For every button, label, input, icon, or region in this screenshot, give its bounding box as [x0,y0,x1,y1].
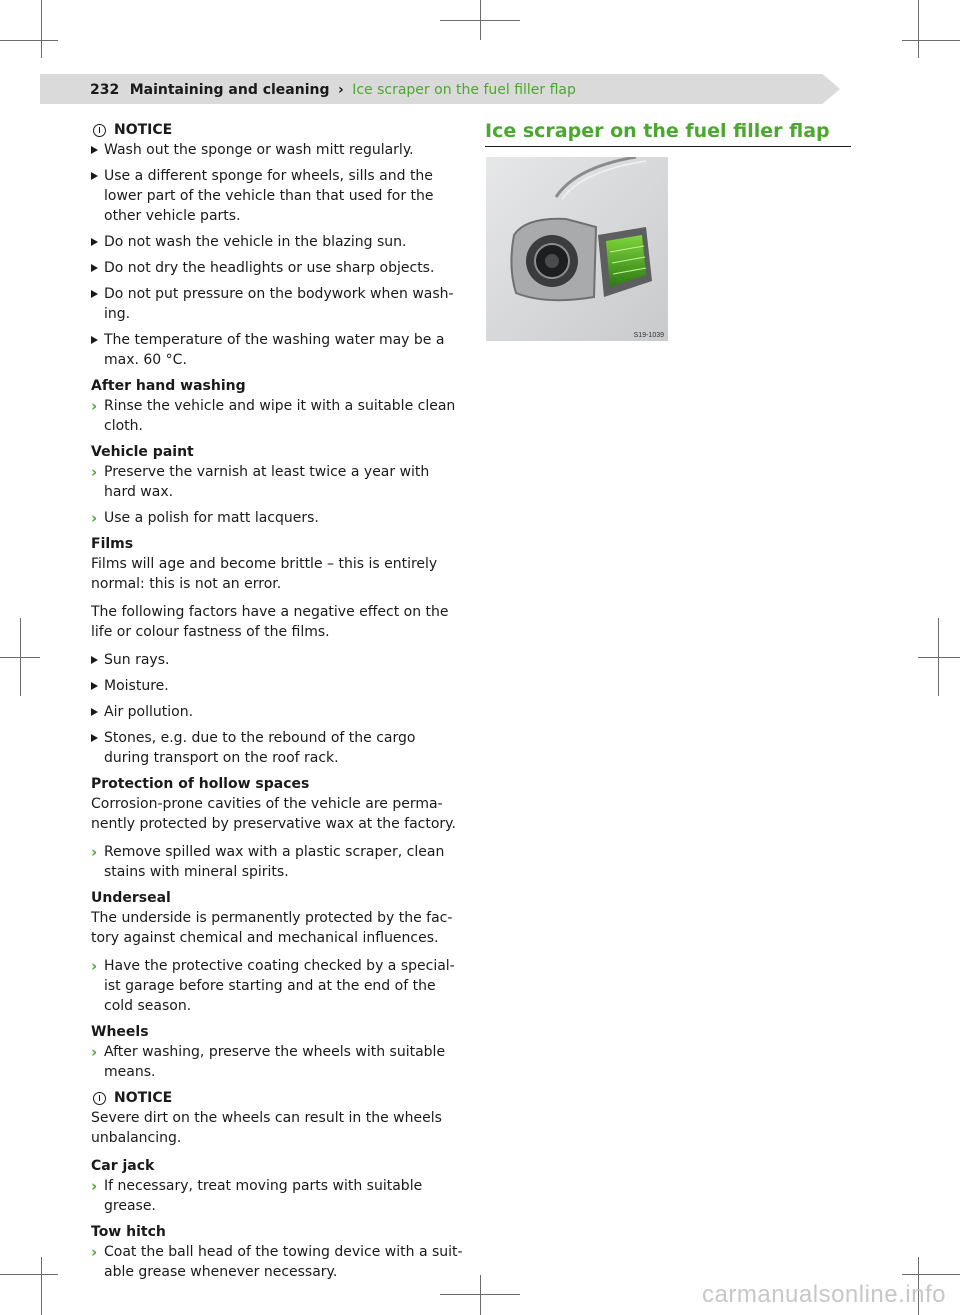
triangle-bullet-icon [91,734,98,742]
list-item: Sun rays. [91,650,463,670]
triangle-bullet-icon [91,336,98,344]
subheading: Underseal [91,890,171,906]
topic-link[interactable]: Ice scraper on the fuel filler flap [352,82,576,98]
subheading: Films [91,536,134,552]
triangle-bullet-icon [91,238,98,246]
list-item: Use a different sponge for wheels, sills and the lower part of the vehicle than that used for the other vehicle parts. [91,166,463,226]
list-item: Do not wash the vehicle in the blazing sun. [91,232,463,252]
list-item: Air pollution. [91,702,463,722]
triangle-bullet-icon [91,290,98,298]
breadcrumb [90,80,576,100]
chevron-right-icon: › [91,957,98,975]
paragraph: Severe dirt on the wheels can result in the wheels unbalancing. [91,1110,442,1146]
triangle-bullet-icon [91,708,98,716]
chevron-right-icon: › [91,1177,98,1195]
right-column [485,118,851,147]
page-number: 232 [90,82,120,98]
step-item: › Coat the ball head of the towing device with a suit-able grease whenever necessary. [91,1243,463,1280]
list-item: Wash out the sponge or wash mitt regularly. [91,140,463,160]
list-item: Moisture. [91,676,463,696]
paragraph: Corrosion-prone cavities of the vehicle are perma-nently protected by preservative wax at the factory. [91,796,456,832]
subheading: Vehicle paint [91,444,194,460]
list-item: Stones, e.g. due to the rebound of the cargo during transport on the roof rack. [91,728,463,768]
subheading: Car jack [91,1158,155,1174]
left-column [91,120,463,1288]
notice-heading: NOTICE [91,1088,463,1108]
list-item: The temperature of the washing water may be a max. 60 °C. [91,330,463,370]
paragraph: The underside is permanently protected by the fac-tory against chemical and mechanical influences. [91,910,453,946]
section-title: Maintaining and cleaning [129,82,330,98]
fuel-flap-illustration [486,157,668,341]
paragraph: Films will age and become brittle – this is entirely normal: this is not an error. [91,556,438,592]
step-item: › After washing, preserve the wheels with suitable means. [91,1043,446,1080]
paragraph: The following factors have a negative effect on the life or colour fastness of the films. [91,604,449,640]
step-item: › Preserve the varnish at least twice a year with hard wax. [91,463,430,500]
fuel-flap-image [486,157,668,341]
triangle-bullet-icon [91,656,98,664]
list-item: Do not put pressure on the bodywork when wash-ing. [91,284,463,324]
section-heading: Ice scraper on the fuel filler flap [485,118,851,147]
chevron-right-icon: › [91,1043,98,1061]
chevron-right-icon: › [91,397,98,415]
triangle-bullet-icon [91,172,98,180]
watermark: carmanualsonline.info [702,1281,946,1308]
info-icon [93,124,106,137]
step-item: › If necessary, treat moving parts with suitable grease. [91,1177,423,1214]
step-item: › Remove spilled wax with a plastic scraper, clean stains with mineral spirits. [91,843,445,880]
chevron-right-icon: › [91,1243,98,1261]
list-item: Do not dry the headlights or use sharp objects. [91,258,463,278]
notice-list [91,140,463,370]
chevron-right-icon: › [91,843,98,861]
subheading: After hand washing [91,378,246,394]
breadcrumb-separator: › [337,82,344,98]
triangle-bullet-icon [91,264,98,272]
chevron-right-icon: › [91,463,98,481]
subheading: Tow hitch [91,1224,166,1240]
subheading: Wheels [91,1024,149,1040]
notice-heading: NOTICE [91,120,463,140]
subheading: Protection of hollow spaces [91,776,310,792]
step-item: › Have the protective coating checked by a special-ist garage before starting and at the end of the cold season. [91,957,455,1014]
step-item: › Rinse the vehicle and wipe it with a suitable clean cloth. [91,397,456,434]
triangle-bullet-icon [91,682,98,690]
info-icon [93,1092,106,1105]
triangle-bullet-icon [91,146,98,154]
figure-code: S19-1039 [633,332,664,339]
step-item: › Use a polish for matt lacquers. [91,509,319,527]
chevron-right-icon: › [91,509,98,527]
